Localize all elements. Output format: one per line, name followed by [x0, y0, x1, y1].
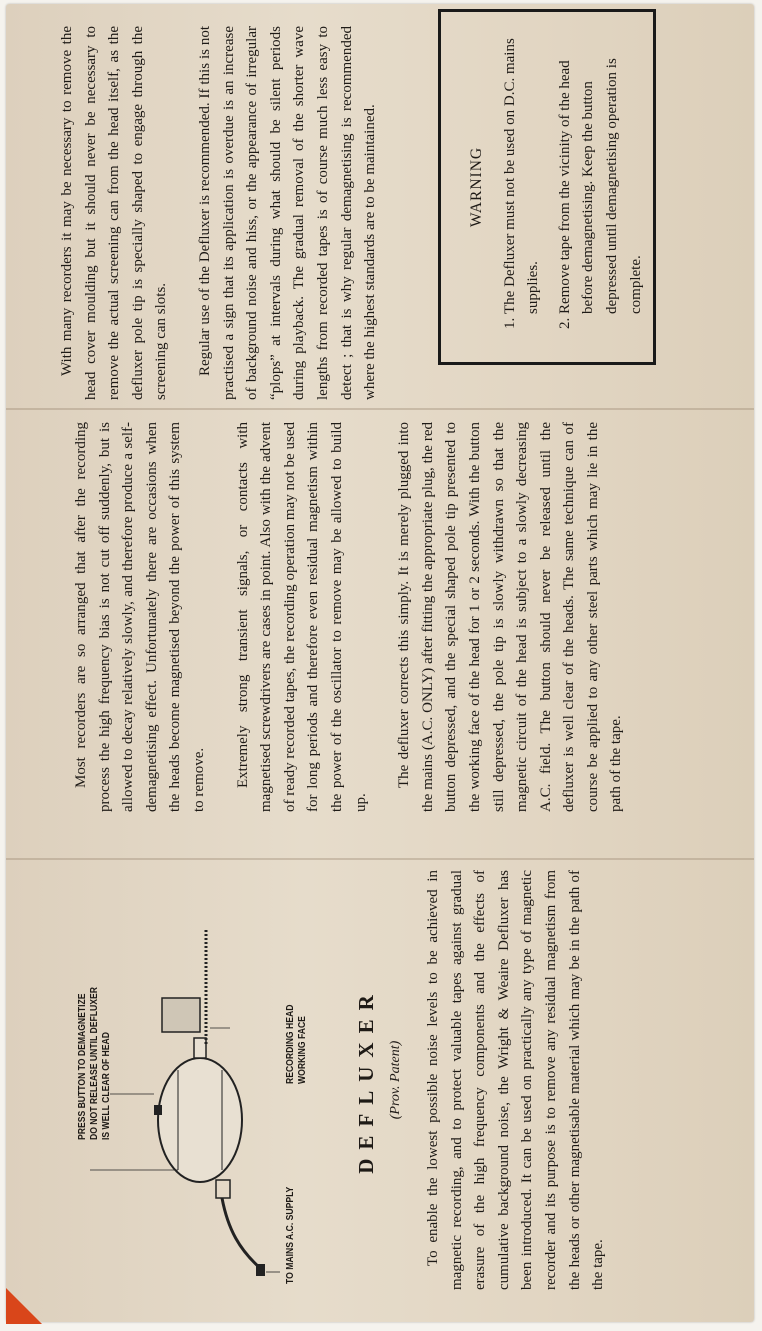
- paragraph-head-cover: With many recorders it may be necessary to remove the head cover moulding but it should never be necessary to remove the actual screening can from the head itself, as the defluxer pole tip is specially shaped to engage through the screening can slots.: [59, 26, 170, 400]
- pole-tip: [194, 1038, 206, 1058]
- warning-box: [438, 9, 656, 365]
- cable: [222, 1198, 260, 1268]
- warning-item-tape: 2. Remove tape from the vicinity of the head before demagnetising. Keep the button depressed until demagnetising operation is complete.: [554, 34, 648, 314]
- fold-line: [6, 408, 754, 410]
- warning-list: [499, 34, 649, 340]
- panel-explanation: [70, 422, 649, 812]
- paragraph-regular-use: Regular use of the Defluxer is recommended. If this is not practised a sign that its application is overdue is an increase of background noise and hiss, or the appearance of irregular “plops” at intervals during what should be silent periods during playback. The gradual removal of the shorter wave lengths from recorded tapes is of course much less easy to detect ; that is why regular demagnetising is recommended where the highest standards are to be maintained.: [196, 26, 379, 400]
- cable-gland: [216, 1180, 230, 1198]
- plug: [256, 1264, 265, 1276]
- paragraph-introduction: To enable the lowest possible noise levels to be achieved in magnetic recording, and to protect valuable tapes against gradual erasure of the high frequency components and the effects of cumulative background noise, the Wright & Weaire Defluxer has been introduced. It can be used on practically any type of magnetic recorder and its purpose is to remove any residual magnetism from the heads or other magnetisable material which may be in the path of the tape.: [425, 870, 607, 1290]
- paragraph-corrects: The defluxer corrects this simply. It is merely plugged into the mains (A.C. ONLY) after fitting the appropriate plug, the red button depressed, and the special shaped pole tip presented to the working face of the head for 1 or 2 seconds. With the button still depressed, the pole tip is slowly withdrawn so that the magnetic circuit of the head is subject to a slowly decreasing A.C. field. The button should never be released until the defluxer is well clear of the heads. The same technique can of course be applied to any other steel parts which may lie in the path of the tape.: [396, 422, 625, 812]
- label-press-button: PRESS BUTTON TO DEMAGNETIZE DO NOT RELEASE UNTIL DEFLUXER IS WELL CLEAR OF HEAD: [76, 987, 112, 1140]
- paragraph-recorders: Most recorders are so arranged that after the recording process the high frequency bias is not cut off suddenly, but is allowed to decay relatively slowly, and therefore produce a self-demagnetising effect. Unfortunately there are occasions when the heads become magnetised beyond the power of this system to remove.: [73, 422, 207, 812]
- label-mains-supply: TO MAINS A.C. SUPPLY: [284, 1186, 296, 1284]
- recording-head: [162, 998, 200, 1032]
- label-recording-head: RECORDING HEAD WORKING FACE: [284, 1004, 308, 1084]
- paragraph-transients: Extremely strong transient signals, or contacts with magnetised screwdrivers are cases in point. Also with the advent of ready recorded tapes, the recording operation may not be used for long periods and therefore even residual magnetism within the power of the oscillator to remove may be allowed to build up.: [234, 422, 369, 812]
- warning-title: WARNING: [468, 146, 485, 228]
- patent-note: (Prov. Patent): [388, 1040, 403, 1120]
- panel-cover: [70, 860, 670, 1290]
- product-title: DEFLUXER: [354, 986, 378, 1174]
- panel-usage-notes: [56, 26, 403, 400]
- warning-item-dc: 1. The Defluxer must not be used on D.C. mains supplies.: [499, 34, 546, 314]
- demagnetize-button: [154, 1105, 162, 1115]
- defluxer-body: [158, 1058, 242, 1182]
